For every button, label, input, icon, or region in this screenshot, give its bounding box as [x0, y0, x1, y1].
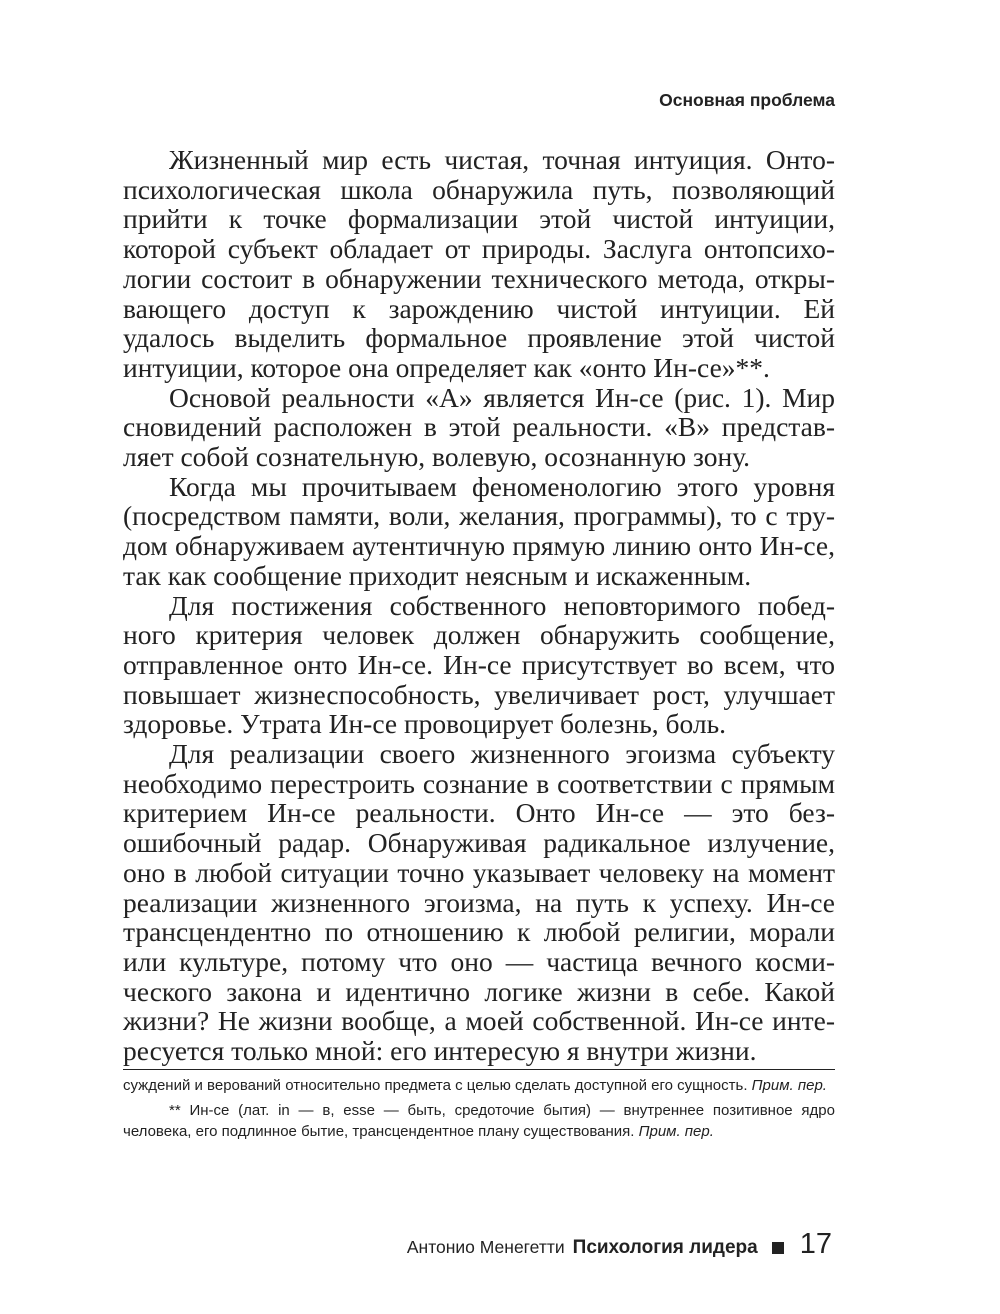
paragraph: Для реализации своего жизненного эгоизма субъекту необходимо перестроить сознание в соответствии с прямым критерием Ин-се реальности. Онто Ин-се — это безошибочный радар. Обнаруживая радикальное излучение, оно в любой ситуации точно указывает человеку на момент реализации жизненного эгоизма, на путь к успеху. Ин-се трансцендентно по отношению к любой религии, морали или культуре, потому что оно — частица вечного космического закона и идентично логике жизни в себе. Какой жизни? Не жизни вообще, а моей собственной. Ин-се интересуется только мной: его интересую я внутри жизни. — [123, 738, 835, 1067]
footnote-text: суждений и верований относительно предмета с целью сделать доступной его сущность. — [123, 1077, 752, 1094]
square-bullet-icon — [772, 1242, 784, 1254]
page-footer — [407, 1228, 832, 1261]
body-text — [123, 145, 835, 1066]
paragraph: Когда мы прочитываем феноменологию этого уровня (посредством памяти, воли, желания, программы), то с трудом обнаруживаем аутентичную прямую линию онто Ин-се, так как сообщение приходит неясным и искаженным. — [123, 470, 835, 591]
paragraph: Жизненный мир есть чистая, точная интуиция. Онтопсихологическая школа обнаружила путь, позволяющий прийти к точке формализации этой чистой интуиции, которой субъект обладает от природы. Заслуга онтопсихологии состоит в обнаружении технического метода, открывающего доступ к зарождению чистой интуиции. Ей удалось выделить формальное проявление этой чистой интуиции, которое она определяет как «онто Ин-се»**. — [123, 144, 835, 383]
footer-book-title: Психология лидера — [572, 1237, 758, 1258]
footnote-continued — [123, 1075, 835, 1096]
paragraph: Для постижения собственного неповторимого победного критерия человек должен обнаружить сообщение, отправленное онто Ин-се. Ин-се присутствует во всем, что повышает жизнеспособность, увеличивает рост, улучшает здоровье. Утрата Ин-се провоцирует болезнь, боль. — [123, 589, 835, 740]
translator-note: Прим. пер. — [751, 1077, 827, 1094]
running-head: Основная проблема — [659, 90, 835, 110]
paragraph: Основой реальности «А» является Ин-се (рис. 1). Мир сновидений расположен в этой реальности. «В» представляет собой сознательную, волевую, осознанную зону. — [123, 381, 835, 473]
footnote-ince — [123, 1100, 835, 1142]
footnote-text: ** Ин-се (лат. in — в, esse — быть, средоточие бытия) — внутреннее позитивное ядро человека, его подлинное бытие, трансцендентное плану существования. — [123, 1102, 835, 1140]
footer-author: Антонио Менегетти — [406, 1237, 565, 1257]
footnote-divider — [123, 1069, 835, 1070]
page-number: 17 — [799, 1228, 832, 1260]
footnotes — [123, 1075, 835, 1146]
translator-note: Прим. пер. — [638, 1123, 714, 1140]
